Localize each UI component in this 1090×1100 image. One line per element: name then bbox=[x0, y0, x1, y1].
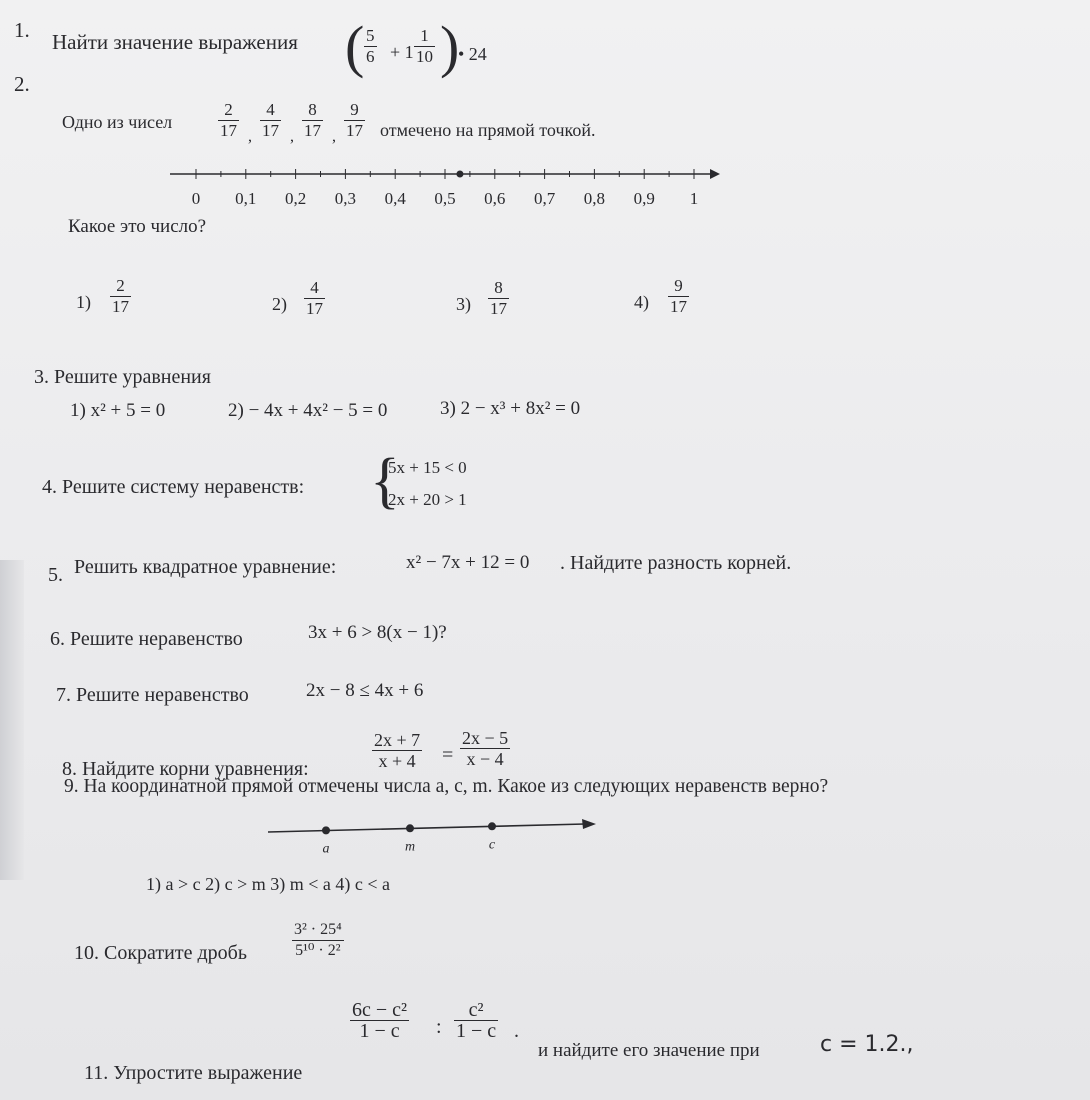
task-7-text: 7. Решите неравенство bbox=[56, 684, 249, 706]
task-9-options: 1) a > c 2) c > m 3) m < a 4) c < a bbox=[146, 874, 391, 894]
task-11-dot: . bbox=[514, 1020, 519, 1042]
task-7-inequality: 2x − 8 ≤ 4x + 6 bbox=[306, 680, 424, 701]
task-1-paren-right: ) bbox=[440, 14, 460, 79]
task-9-text: 9. На координатной прямой отмечены числа a, c, m. Какое из следующих неравенств верно? bbox=[64, 776, 829, 797]
axis-tick-label: 1 bbox=[689, 189, 699, 208]
axis-tick-label: 0,8 bbox=[583, 189, 606, 208]
task-1-multiplier: • 24 bbox=[458, 44, 487, 64]
task-9-number-line bbox=[260, 812, 610, 862]
task-5-text: Решить квадратное уравнение: bbox=[74, 556, 337, 578]
task-2-lead: Одно из чисел bbox=[62, 112, 173, 132]
task-11-fraction-1: 6c − c² 1 − c bbox=[352, 999, 408, 1042]
point-label-c: c bbox=[488, 837, 496, 853]
task-2-option-4-label: 4) bbox=[634, 292, 649, 312]
task-2-question: Какое это число? bbox=[68, 216, 207, 237]
task-11-text: 11. Упростите выражение bbox=[84, 1062, 303, 1084]
axis-tick-label: 0,1 bbox=[235, 189, 257, 208]
point-c bbox=[488, 822, 496, 830]
task-11-colon: : bbox=[436, 1016, 442, 1038]
task-6-text: 6. Решите неравенство bbox=[50, 628, 243, 650]
task-6-inequality: 3x + 6 > 8(x − 1)? bbox=[308, 622, 447, 643]
task-1-fraction-1: 5 6 bbox=[366, 26, 375, 66]
task-8-text: 8. Найдите корни уравнения: bbox=[62, 758, 309, 780]
point-m bbox=[406, 824, 414, 832]
task-2-fraction-4-17: 4 17 bbox=[262, 100, 279, 140]
axis-arrow bbox=[710, 169, 720, 179]
point-label-m: m bbox=[404, 839, 416, 855]
task-2-fraction-2-17: 2 17 bbox=[220, 100, 237, 140]
task-2-option-2-label: 2) bbox=[272, 294, 287, 314]
task-4-inequality-1: 5x + 15 < 0 bbox=[388, 458, 467, 477]
task-2-tail: отмечено на прямой точкой. bbox=[380, 120, 596, 140]
task-2-sep-3: , bbox=[332, 128, 336, 145]
task-1-text: Найти значение выражения bbox=[52, 30, 298, 54]
task-2-option-3-label: 3) bbox=[456, 294, 471, 314]
task-10-text: 10. Сократите дробь bbox=[74, 942, 247, 964]
axis-tick-label: 0,4 bbox=[384, 189, 406, 208]
task-3-title: 3. Решите уравнения bbox=[34, 366, 211, 388]
axis-tick-label: 0,6 bbox=[484, 189, 506, 208]
task-1-plus-one: + 1 bbox=[390, 42, 414, 62]
point-label-a: a bbox=[322, 841, 330, 857]
task-1-fraction-2: 1 10 bbox=[416, 26, 433, 66]
task-5-tail: . Найдите разность корней. bbox=[560, 552, 792, 574]
task-4-inequality-2: 2x + 20 > 1 bbox=[388, 490, 467, 509]
axis-tick-label: 0 bbox=[191, 189, 201, 208]
task-3-equation-2: 2) − 4x + 4x² − 5 = 0 bbox=[228, 400, 388, 421]
task-2-option-3-fraction: 8 17 bbox=[490, 278, 507, 318]
task-8-right-fraction: 2x − 5 x − 4 bbox=[462, 728, 509, 769]
task-1-paren-left: ( bbox=[345, 14, 365, 79]
task-2-option-1-fraction: 2 17 bbox=[112, 276, 129, 316]
task-4-text: 4. Решите систему неравенств: bbox=[42, 476, 305, 498]
task-10-fraction: 3² · 25⁴ 5¹⁰ · 2² bbox=[294, 921, 342, 959]
task-8-equals: = bbox=[442, 744, 454, 766]
task-4-brace: { bbox=[370, 447, 400, 515]
axis-tick-label: 0,9 bbox=[633, 189, 655, 208]
axis-tick-label: 0,3 bbox=[334, 189, 357, 208]
point-a bbox=[322, 826, 330, 834]
task-1-number: 1. bbox=[14, 18, 30, 42]
task-3-equation-1: 1) x² + 5 = 0 bbox=[70, 400, 166, 421]
task-5-number: 5. bbox=[48, 564, 63, 586]
task-2-option-1-label: 1) bbox=[76, 292, 91, 312]
task-2-fraction-8-17: 8 17 bbox=[304, 100, 321, 140]
task-2-option-2-fraction: 4 17 bbox=[306, 278, 323, 318]
axis-tick-label: 0,7 bbox=[533, 189, 556, 208]
marked-point bbox=[456, 171, 463, 178]
task-2-sep-1: , bbox=[248, 128, 252, 145]
task-2-number: 2. bbox=[14, 72, 30, 96]
task-11-fraction-2: c² 1 − c bbox=[456, 999, 497, 1042]
axis-line bbox=[268, 824, 585, 832]
axis-arrow bbox=[582, 819, 596, 829]
axis-tick-label: 0,5 bbox=[434, 189, 456, 208]
task-3-equation-3: 3) 2 − x³ + 8x² = 0 bbox=[440, 398, 581, 419]
page-edge-shadow bbox=[0, 560, 24, 880]
task-11-tail: и найдите его значение при bbox=[538, 1040, 760, 1061]
task-2-sep-2: , bbox=[290, 128, 294, 145]
axis-tick-label: 0,2 bbox=[284, 189, 307, 208]
task-11-value: c = 1.2., bbox=[820, 1032, 914, 1057]
task-5-equation: x² − 7x + 12 = 0 bbox=[406, 552, 530, 573]
task-2-fraction-9-17: 9 17 bbox=[346, 100, 363, 140]
task-2-number-line bbox=[160, 160, 730, 220]
task-2-option-4-fraction: 9 17 bbox=[670, 276, 687, 316]
task-8-left-fraction: 2x + 7 x + 4 bbox=[374, 730, 421, 771]
